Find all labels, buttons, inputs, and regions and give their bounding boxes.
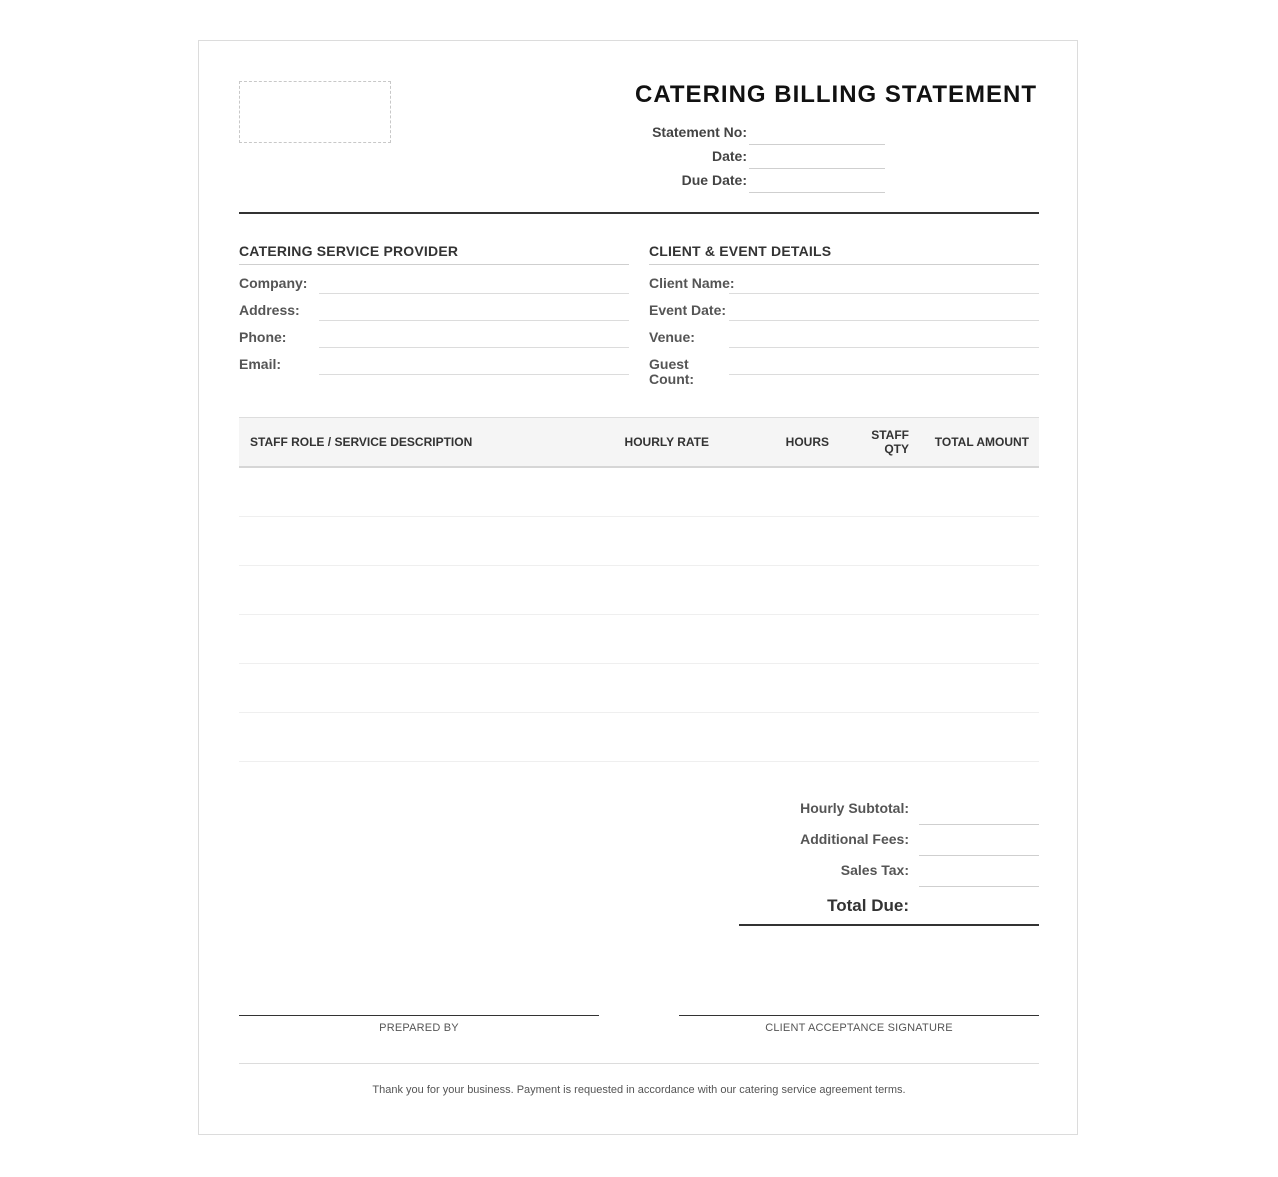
footer-divider (239, 1063, 1039, 1064)
prepared-by-signature[interactable] (239, 1015, 599, 1034)
email-field[interactable] (319, 374, 629, 375)
tax-row (739, 856, 1039, 887)
total-due-row[interactable] (739, 891, 1039, 926)
guest-count-field[interactable] (729, 374, 1039, 375)
subtotal-label: Hourly Subtotal: (800, 800, 909, 816)
company-label: Company: (239, 275, 308, 291)
fees-label: Additional Fees: (800, 831, 909, 847)
email-label: Email: (239, 356, 282, 372)
address-label: Address: (239, 302, 300, 318)
logo-placeholder[interactable] (239, 81, 391, 143)
table-header (239, 417, 1039, 468)
provider-company-row (239, 265, 629, 292)
due-date-field[interactable] (749, 169, 885, 193)
tax-field[interactable] (919, 886, 1039, 887)
col-hours: HOURS (785, 435, 829, 449)
statement-no-field[interactable] (749, 121, 885, 145)
tax-label: Sales Tax: (840, 862, 909, 878)
guest-count-label: Guest Count: (649, 356, 695, 387)
total-due-label: Total Due: (827, 896, 909, 915)
client-name-row (649, 265, 1039, 292)
footer-note: Thank you for your business. Payment is requested in accordance with our catering service agreement terms. (372, 1084, 906, 1096)
col-staff-qty: STAFF QTY (871, 428, 909, 456)
subtotal-row (739, 794, 1039, 825)
statement-meta (619, 121, 885, 193)
provider-heading: CATERING SERVICE PROVIDER (239, 243, 629, 265)
client-name-label: Client Name: (649, 275, 735, 291)
guest-count-row (649, 346, 1039, 387)
date-row (619, 145, 885, 169)
table-row[interactable] (239, 517, 1039, 566)
date-label: Date: (711, 148, 747, 164)
table-row[interactable] (239, 566, 1039, 615)
due-date-label: Due Date: (681, 172, 747, 188)
billing-statement-sheet (198, 40, 1078, 1135)
provider-section (239, 243, 629, 373)
table-row[interactable] (239, 664, 1039, 713)
date-field[interactable] (749, 145, 885, 169)
due-date-row (619, 169, 885, 193)
header-divider (239, 212, 1039, 214)
client-acceptance-label: CLIENT ACCEPTANCE SIGNATURE (765, 1022, 953, 1034)
provider-phone-row (239, 319, 629, 346)
table-row[interactable] (239, 468, 1039, 517)
line-items-table (239, 417, 1039, 762)
table-row[interactable] (239, 615, 1039, 664)
statement-no-label: Statement No: (652, 124, 747, 140)
col-hourly-rate: HOURLY RATE (624, 435, 709, 449)
phone-label: Phone: (239, 329, 287, 345)
col-total-amount: TOTAL AMOUNT (934, 435, 1029, 449)
event-date-label: Event Date: (649, 302, 727, 318)
venue-row (649, 319, 1039, 346)
totals-section (739, 794, 1039, 887)
client-acceptance-signature[interactable] (679, 1015, 1039, 1034)
prepared-by-label: PREPARED BY (379, 1022, 459, 1034)
document-title: CATERING BILLING STATEMENT (635, 81, 1037, 108)
provider-address-row (239, 292, 629, 319)
event-date-row (649, 292, 1039, 319)
client-section (649, 243, 1039, 387)
col-description: STAFF ROLE / SERVICE DESCRIPTION (250, 435, 473, 449)
fees-row (739, 825, 1039, 856)
provider-email-row (239, 346, 629, 373)
statement-no-row (619, 121, 885, 145)
table-row[interactable] (239, 713, 1039, 762)
client-heading: CLIENT & EVENT DETAILS (649, 243, 1039, 265)
venue-label: Venue: (649, 329, 695, 345)
